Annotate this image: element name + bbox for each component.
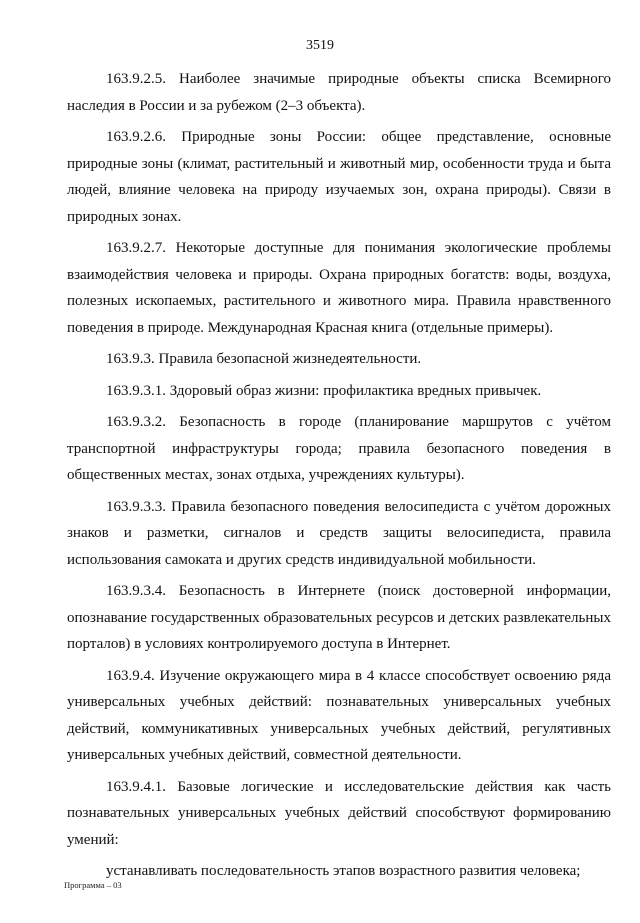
document-body xyxy=(67,66,611,885)
page-number: 3519 xyxy=(306,38,334,53)
paragraph-163-9-3-4: 163.9.3.4. Безопасность в Интернете (поиск достоверной информации, опознавание государственных образовательных ресурсов и детских развлекательных порталов) в условиях контролируемого доступа в Интернет. xyxy=(67,583,611,652)
paragraph-163-9-3-2: 163.9.3.2. Безопасность в городе (планирование маршрутов с учётом транспортной инфраструктуры города; правила безопасного поведения в общественных местах, зонах отдыха, учреждениях культуры). xyxy=(67,414,611,483)
paragraph-163-9-3-3: 163.9.3.3. Правила безопасного поведения велосипедиста с учётом дорожных знаков и разметки, сигналов и средств защиты велосипедиста, правила использования самоката и других средств индивидуальной мобильности. xyxy=(67,498,611,568)
paragraph-163-9-4-1: 163.9.4.1. Базовые логические и исследовательские действия как часть познавательных универсальных учебных действий способствуют формированию умений: xyxy=(67,778,611,848)
paragraph-list-item: устанавливать последовательность этапов возрастного развития человека; xyxy=(106,863,581,879)
paragraph-163-9-2-6: 163.9.2.6. Природные зоны России: общее представление, основные природные зоны (климат, растительный и животный мир, особенности труда и быта людей, влияние человека на природу изучаемых зон, охрана природы). Связи в природных зонах. xyxy=(67,129,611,225)
paragraph-163-9-2-7: 163.9.2.7. Некоторые доступные для понимания экологические проблемы взаимодействия человека и природы. Охрана природных богатств: воды, воздуха, полезных ископаемых, растительного и животного мира. Правила нравственного поведения в природе. Международная Красная книга (отдельные примеры). xyxy=(67,240,611,336)
paragraph-163-9-3-1: 163.9.3.1. Здоровый образ жизни: профилактика вредных привычек. xyxy=(106,382,542,399)
paragraph-163-9-3: 163.9.3. Правила безопасной жизнедеятельности. xyxy=(106,351,422,367)
paragraph-163-9-2-5: 163.9.2.5. Наиболее значимые природные объекты списка Всемирного наследия в России и за рубежом (2–3 объекта). xyxy=(67,71,611,114)
footer-label: Программа – 03 xyxy=(64,880,122,890)
paragraph-163-9-4: 163.9.4. Изучение окружающего мира в 4 классе способствует освоению ряда универсальных учебных действий: познавательных универсальных учебных действий, коммуникативных универсальных учебных действий, регулятивных универсальных учебных действий, совместной деятельности. xyxy=(67,667,611,763)
